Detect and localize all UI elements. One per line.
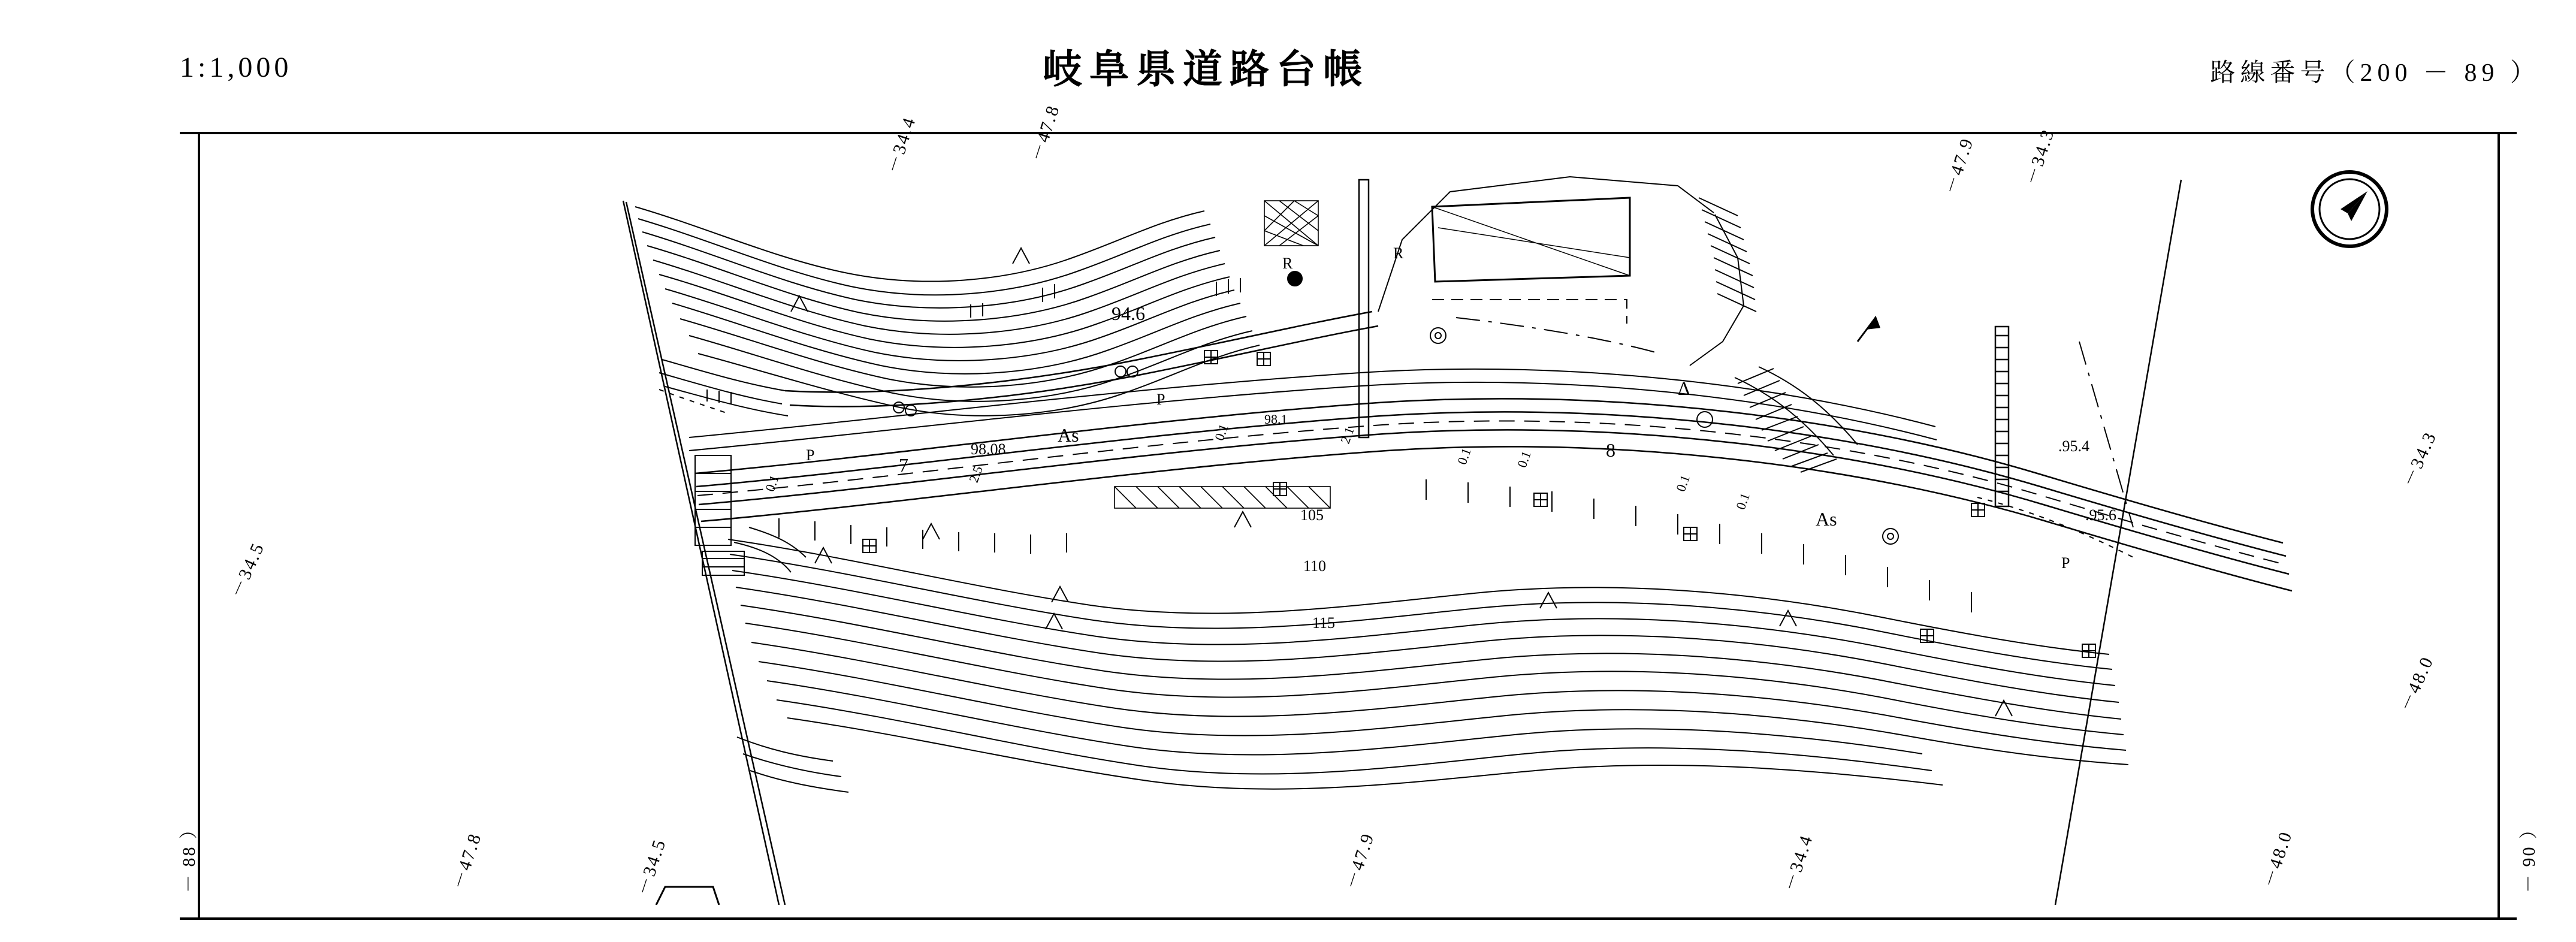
bridge-deck <box>1115 487 1330 508</box>
gradient-label: 0.1 <box>1514 449 1534 470</box>
grid-label-bottom-3: －47.9 <box>1341 830 1379 892</box>
spot-height-label: .95.6 <box>2085 506 2116 524</box>
upper-ditch-lines <box>689 369 1937 451</box>
north-arrow-icon <box>2305 164 2394 254</box>
grid-label-top-1: －34.4 <box>883 114 920 176</box>
contour-label: 105 <box>1300 506 1324 524</box>
building-setback-line <box>1432 300 1627 324</box>
bottom-building-fragment <box>656 887 719 905</box>
benchmark-triangle-label: Δ <box>1678 378 1690 399</box>
parcel-boundary-lines <box>623 180 2181 905</box>
contour-label: 110 <box>1303 557 1327 575</box>
spot-height-label: 98.1 <box>1264 412 1288 427</box>
building-outline <box>1432 198 1630 282</box>
gradient-label: 0.1 <box>1733 491 1753 512</box>
crosshatch-structure <box>1264 201 1318 246</box>
gradient-label: 0.1 <box>1454 446 1474 467</box>
grid-label-right-2: －48.0 <box>2396 653 2438 715</box>
spot-height-label: 98.08 <box>971 440 1006 458</box>
page-title: 岐阜県道路台帳 <box>1043 46 1370 92</box>
gradient-label: 0.1 <box>1673 473 1693 494</box>
grid-label-bottom-4: －34.4 <box>1780 832 1817 893</box>
map-body <box>623 177 2292 905</box>
contour-label: 115 <box>1312 614 1336 632</box>
grid-label-top-3: －47.9 <box>1940 135 1978 197</box>
guardrail-symbols <box>779 479 1971 612</box>
point-mark-label: R <box>1393 244 1404 262</box>
grid-label-top-4: －34.3 <box>2021 126 2059 188</box>
grid-label-left-1: －34.5 <box>227 539 269 601</box>
road-edges <box>695 398 2292 591</box>
contours-lower <box>728 539 2128 789</box>
station-number: 7 <box>899 454 908 476</box>
gradient-label: 0.1 <box>1212 422 1231 443</box>
point-mark-label: P <box>806 446 815 464</box>
gradient-label: 2.5 <box>966 464 986 485</box>
pavement-type-label: As <box>1816 508 1837 530</box>
spot-height-label: .95.4 <box>2058 437 2089 455</box>
contours-upper-left <box>635 207 1260 416</box>
pavement-type-label: As <box>1058 424 1079 446</box>
culvert-markers <box>863 351 2095 657</box>
grid-label-right-1: －34.3 <box>2399 428 2441 490</box>
gradient-label: 0.1 <box>762 473 782 494</box>
scale-label: 1:1,000 <box>180 52 292 83</box>
point-mark-label: P <box>2061 554 2070 572</box>
route-number-label: 路線番号（200 － 89 ） <box>2210 59 2540 87</box>
grid-label-top-2: －47.8 <box>1026 102 1064 164</box>
direction-arrow <box>1858 318 1879 342</box>
contours-upper-left-lower <box>659 360 788 416</box>
page-number-left: － 88 ） <box>179 819 199 893</box>
sheet-border <box>180 133 2517 920</box>
grid-label-bottom-5: －48.0 <box>2259 828 2297 890</box>
site-boundary-upper-right <box>1378 177 1744 366</box>
road-centerline <box>697 421 2287 565</box>
point-mark-label: R <box>1282 255 1293 272</box>
station-number: 8 <box>1606 439 1615 461</box>
grid-label-bottom-1: －47.8 <box>448 830 486 892</box>
utility-line <box>1456 318 2133 527</box>
gradient-label: 2.1 <box>1337 425 1357 446</box>
grid-label-bottom-2: －34.5 <box>633 836 671 898</box>
point-mark-label: P <box>1156 391 1165 408</box>
spot-height-label: 94.6 <box>1112 303 1145 324</box>
page-number-right: － 90 ） <box>2519 819 2539 893</box>
